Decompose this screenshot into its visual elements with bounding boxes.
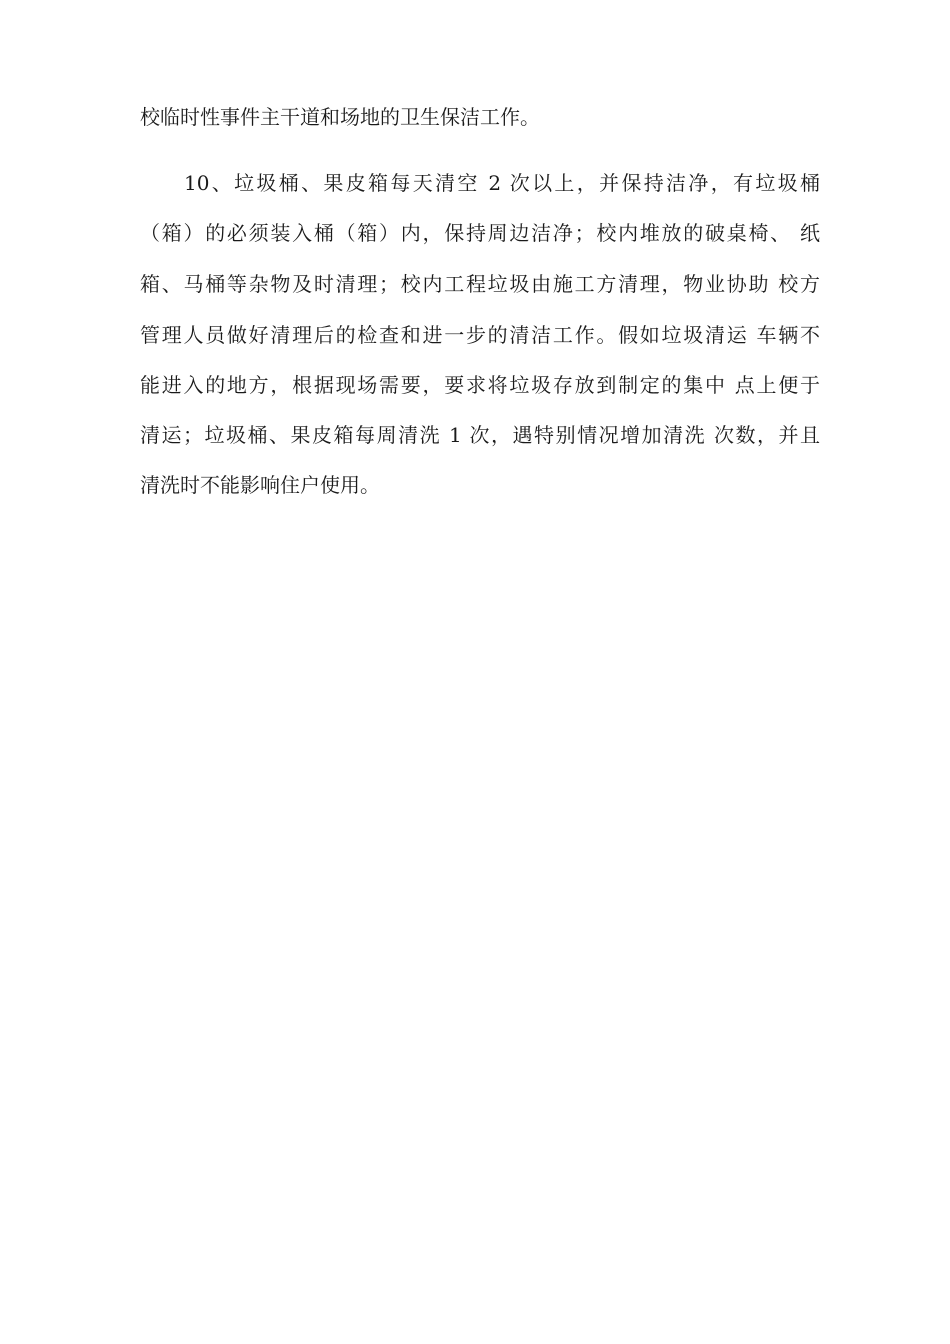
paragraph-line: 管理人员做好清理后的检查和进一步的清洁工作。假如垃圾清运 车辆不 (140, 323, 820, 347)
paragraph-line: 10、垃圾桶、果皮箱每天清空 2 次以上，并保持洁净，有垃圾桶 (184, 171, 820, 195)
paragraph-line: 箱、马桶等杂物及时清理；校内工程垃圾由施工方清理，物业协助 校方 (140, 272, 820, 296)
paragraph-line: 清洗时不能影响住户使用。 (140, 473, 380, 497)
paragraph-line: （箱）的必须装入桶（箱）内，保持周边洁净；校内堆放的破桌椅、 纸 (140, 221, 820, 245)
paragraph-line: 清运；垃圾桶、果皮箱每周清洗 1 次，遇特别情况增加清洗 次数，并且 (140, 423, 820, 447)
paragraph-line: 校临时性事件主干道和场地的卫生保洁工作。 (140, 105, 540, 129)
paragraph-line: 能进入的地方，根据现场需要，要求将垃圾存放到制定的集中 点上便于 (140, 373, 820, 397)
